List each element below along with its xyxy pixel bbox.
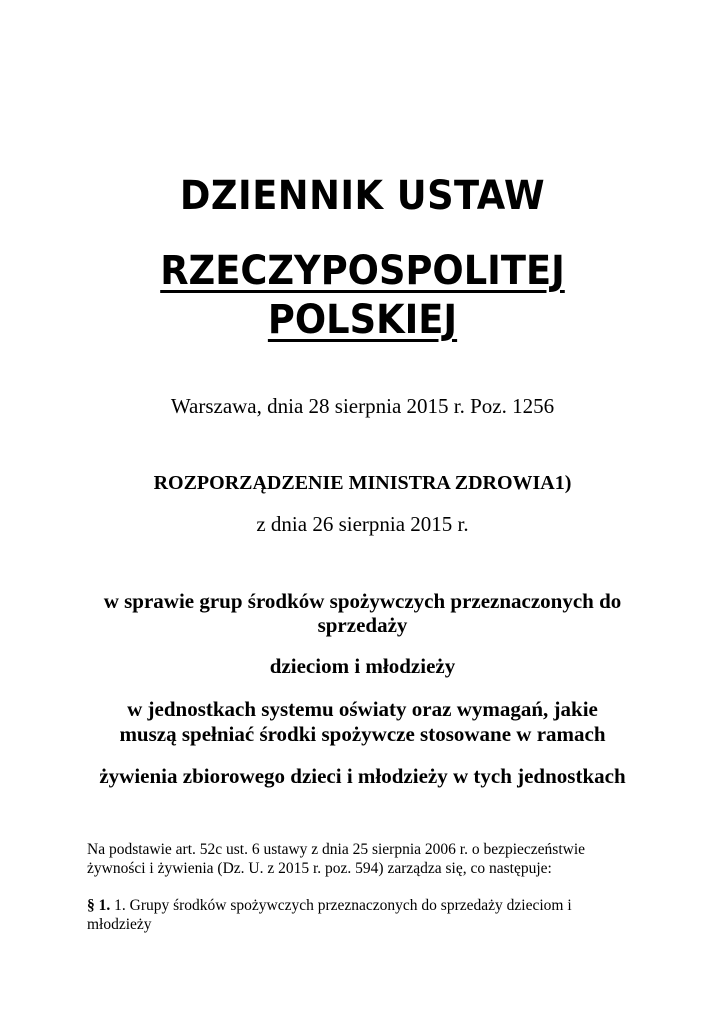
journal-title-line1: DZIENNIK USTAW xyxy=(179,173,546,219)
act-date: z dnia 26 sierpnia 2015 r. xyxy=(256,512,469,536)
paragraph-1-text: 1. Grupy środków spożywczych przeznaczonych do sprzedaży dzieciom i xyxy=(110,897,572,914)
journal-title-line3 xyxy=(29,297,696,343)
journal-title-line3-text: POLSKIEJ xyxy=(267,297,458,343)
legal-basis-line: Na podstawie art. 52c ust. 6 ustawy z dnia 25 sierpnia 2006 r. o bezpieczeństwie xyxy=(87,841,586,858)
act-subject-line: sprzedaży xyxy=(317,613,408,637)
legal-basis-line: żywności i żywienia (Dz. U. z 2015 r. poz. 594) zarządza się, co następuje: xyxy=(87,860,552,877)
journal-title-line2 xyxy=(29,248,696,294)
act-subject-line: w jednostkach systemu oświaty oraz wymagań, jakie xyxy=(127,697,598,721)
act-subject-line: dzieciom i młodzieży xyxy=(269,654,456,678)
act-type-heading: ROZPORZĄDZENIE MINISTRA ZDROWIA1) xyxy=(153,472,572,494)
act-subject-line: żywienia zbiorowego dzieci i młodzieży w tych jednostkach xyxy=(99,764,626,788)
paragraph-1 xyxy=(87,896,647,915)
publication-place-date-position: Warszawa, dnia 28 sierpnia 2015 r. Poz. 1256 xyxy=(170,394,555,418)
paragraph-1-continuation: młodzieży xyxy=(87,916,152,933)
paragraph-1-mark: § 1. xyxy=(87,897,111,914)
act-subject-line: w sprawie grup środków spożywczych przeznaczonych do xyxy=(103,589,622,613)
journal-title-line2-text: RZECZYPOSPOLITEJ xyxy=(160,248,565,294)
act-subject-line: muszą spełniać środki spożywcze stosowane w ramach xyxy=(119,722,606,746)
